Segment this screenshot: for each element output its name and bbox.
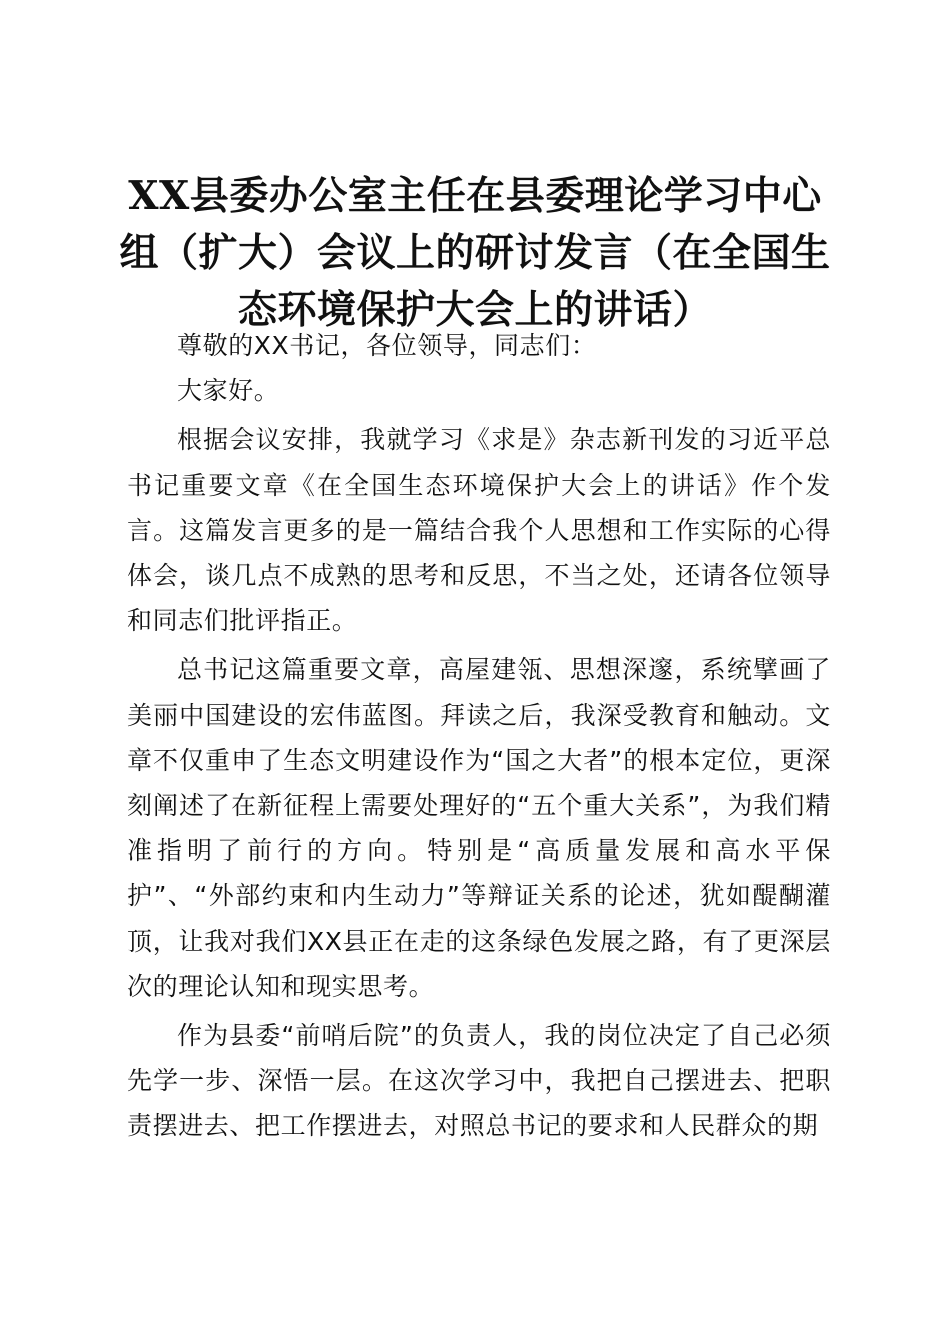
greeting: 大家好。 — [177, 376, 280, 406]
paragraph-3: 作为县委“前哨后院”的负责人，我的岗位决定了自己必须先学一步、深悟一层。在这次学习中，我把自己摆进去、把职责摆进去、把工作摆进去，对照总书记的要求和人民群众的期 — [127, 1021, 831, 1141]
paragraph-2: 总书记这篇重要文章，高屋建瓴、思想深邃，系统擘画了美丽中国建设的宏伟蓝图。拜读之后，我深受教育和触动。文章不仅重申了生态文明建设作为“国之大者”的根本定位，更深刻阐述了在新征程上需要处理好的“五个重大关系”，为我们精准指明了前行的方向。特别是“高质量发展和高水平保护”、“外部约束和内生动力”等辩证关系的论述，犹如醍醐灌顶，让我对我们XX县正在走的这条绿色发展之路，有了更深层次的理论认知和现实思考。 — [127, 655, 831, 1001]
document-title: XX县委办公室主任在县委理论学习中心组（扩大）会议上的研讨发言（在全国生态环境保护大会上的讲话） — [119, 173, 831, 333]
document-body — [127, 323, 831, 1149]
salutation: 尊敬的XX书记，各位领导，同志们： — [177, 331, 597, 360]
paragraph-1: 根据会议安排，我就学习《求是》杂志新刊发的习近平总书记重要文章《在全国生态环境保护大会上的讲话》作个发言。这篇发言更多的是一篇结合我个人思想和工作实际的心得体会，谈几点不成熟的思考和反思，不当之处，还请各位领导和同志们批评指正。 — [127, 425, 831, 636]
